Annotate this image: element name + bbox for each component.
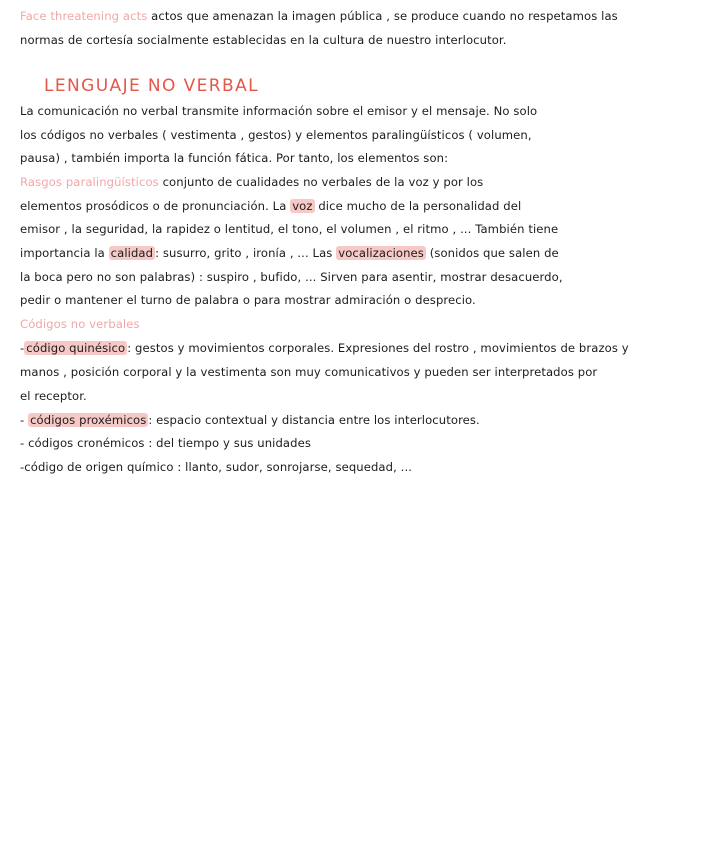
intro-line-1 xyxy=(20,6,692,26)
rasgos-line-4-text-a: importancia la xyxy=(20,246,109,260)
subheading-codigos-no-verbales: Códigos no verbales xyxy=(20,317,140,331)
highlight-voz: voz xyxy=(292,199,313,213)
para1-line-3: pausa) , también importa la función fática. Por tanto, los elementos son: xyxy=(20,151,449,165)
rasgos-line-1 xyxy=(20,172,692,192)
kinesico-prefix: - xyxy=(20,341,25,355)
kinesico-line-1-text: : gestos y movimientos corporales. Expresiones del rostro , movimientos de brazos y xyxy=(127,341,629,355)
highlight-codigos-proxemicos: códigos proxémicos xyxy=(30,413,147,427)
rasgos-line-2-text-b: dice mucho de la personalidad del xyxy=(314,199,522,213)
term-face-threatening-acts: Face threatening acts xyxy=(20,9,148,23)
rasgos-line-2-text-a: elementos prosódicos o de pronunciación. La xyxy=(20,199,291,213)
cronemico-line: - códigos cronémicos : del tiempo y sus unidades xyxy=(20,436,311,450)
kinesico-line-2: manos , posición corporal y la vestimenta son muy comunicativos y pueden ser interpretados por xyxy=(20,365,598,379)
highlight-vocalizaciones: vocalizaciones xyxy=(338,246,424,260)
kinesico-line-1 xyxy=(20,338,692,358)
intro-line-1-text: actos que amenazan la imagen pública , se produce cuando no respetamos las xyxy=(147,9,618,23)
proxemico-text: : espacio contextual y distancia entre los interlocutores. xyxy=(148,413,480,427)
rasgos-line-4-text-b: : susurro, grito , ironía , ... Las xyxy=(155,246,337,260)
rasgos-line-4-text-c: (sonidos que salen de xyxy=(425,246,559,260)
highlight-calidad: calidad xyxy=(110,246,154,260)
rasgos-line-5: la boca pero no son palabras) : suspiro , bufido, ... Sirven para asentir, mostrar desacuerdo, xyxy=(20,270,563,284)
para1-line-2: los códigos no verbales ( vestimenta , gestos) y elementos paralingüísticos ( volumen, xyxy=(20,128,532,142)
term-rasgos-paralinguisticos: Rasgos paralingüísticos xyxy=(20,175,159,189)
proxemico-prefix: - xyxy=(20,413,29,427)
highlight-codigo-quinesico: código quinésico xyxy=(26,341,126,355)
section-heading-lenguaje-no-verbal: LENGUAJE NO VERBAL xyxy=(44,76,259,96)
para1-line-1: La comunicación no verbal transmite información sobre el emisor y el mensaje. No solo xyxy=(20,104,538,118)
rasgos-line-1-text: conjunto de cualidades no verbales de la voz y por los xyxy=(158,175,484,189)
quimico-line: -código de origen químico : llanto, sudor, sonrojarse, sequedad, ... xyxy=(20,460,413,474)
intro-line-2: normas de cortesía socialmente establecidas en la cultura de nuestro interlocutor. xyxy=(20,33,507,47)
rasgos-line-4 xyxy=(20,243,692,263)
rasgos-line-6: pedir o mantener el turno de palabra o para mostrar admiración o desprecio. xyxy=(20,293,476,307)
rasgos-line-3: emisor , la seguridad, la rapidez o lentitud, el tono, el volumen , el ritmo , ... También tiene xyxy=(20,222,559,236)
rasgos-line-2 xyxy=(20,196,692,216)
kinesico-line-3: el receptor. xyxy=(20,389,87,403)
proxemico-line xyxy=(20,410,692,430)
